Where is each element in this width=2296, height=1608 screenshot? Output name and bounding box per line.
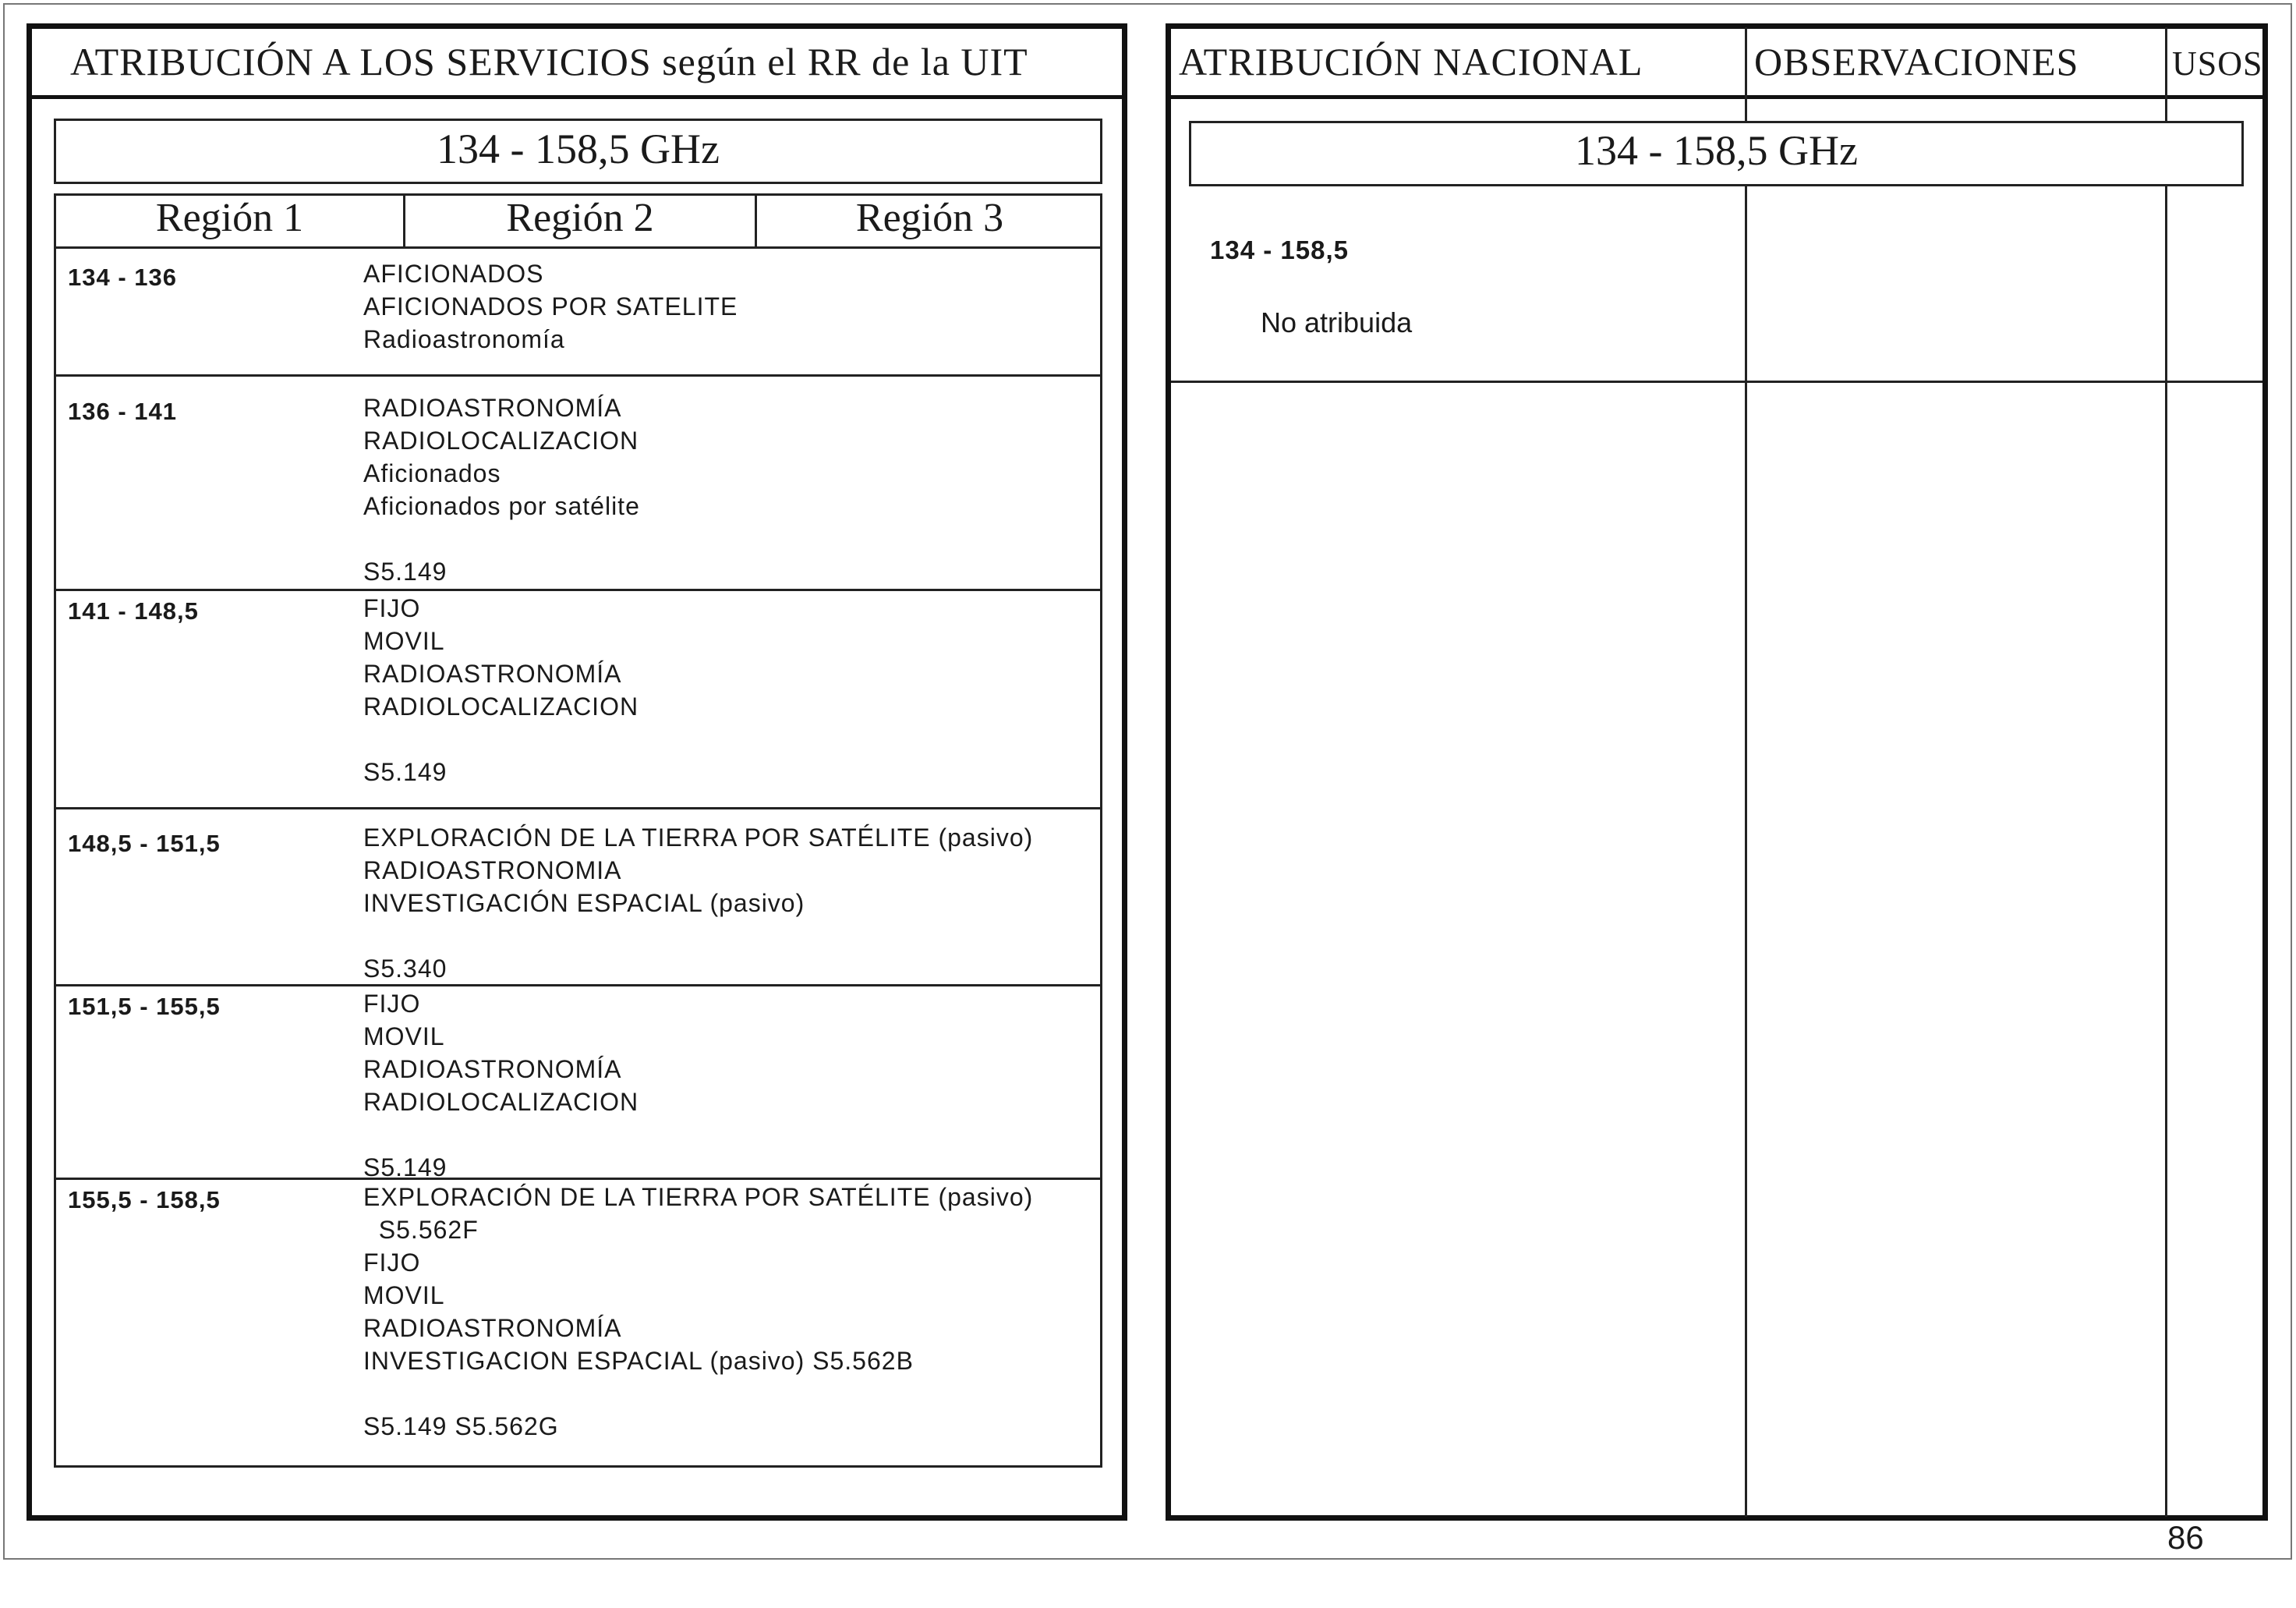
service-line: RADIOASTRONOMÍA xyxy=(363,660,622,688)
service-line: EXPLORACIÓN DE LA TIERRA POR SATÉLITE (pasivo) xyxy=(363,1183,1034,1211)
national-allocation-status: No atribuida xyxy=(1261,306,1413,338)
region-1-label: Región 1 xyxy=(155,196,304,240)
page-number: 86 xyxy=(2167,1519,2204,1556)
service-footnote: S5.149 S5.562G xyxy=(363,1412,559,1440)
service-line xyxy=(363,919,1033,952)
row-divider xyxy=(1171,381,2262,383)
region-header-divider xyxy=(54,246,1102,249)
national-band-range: 134 - 158,5 xyxy=(1210,236,1349,264)
header-divider xyxy=(27,95,1127,99)
service-line: RADIOASTRONOMÍA xyxy=(363,394,622,422)
band-range: 141 - 148,5 xyxy=(68,597,199,625)
service-list xyxy=(363,987,639,1184)
service-line: EXPLORACIÓN DE LA TIERRA POR SATÉLITE (pasivo) xyxy=(363,823,1034,852)
service-footnote: S5.149 xyxy=(363,558,448,586)
band-range: 155,5 - 158,5 xyxy=(68,1186,221,1213)
service-line: MOVIL xyxy=(363,1022,445,1050)
service-line: S5.562F xyxy=(363,1216,479,1244)
service-footnote: S5.149 xyxy=(363,1153,448,1181)
band-range: 136 - 141 xyxy=(68,398,177,425)
service-line: Aficionados xyxy=(363,459,501,487)
service-line xyxy=(363,1377,1033,1410)
service-line: AFICIONADOS xyxy=(363,260,544,288)
service-line: RADIOLOCALIZACION xyxy=(363,1088,639,1116)
row-divider xyxy=(54,589,1102,591)
service-line: Aficionados por satélite xyxy=(363,492,640,520)
band-range: 134 - 136 xyxy=(68,264,177,291)
row-divider xyxy=(54,807,1102,809)
region-2-label: Región 2 xyxy=(506,196,654,240)
band-title: 134 - 158,5 GHz xyxy=(437,126,720,172)
service-line xyxy=(363,1118,639,1151)
service-line: RADIOASTRONOMÍA xyxy=(363,1314,622,1342)
service-line: FIJO xyxy=(363,990,421,1018)
service-list xyxy=(363,391,640,588)
band-title: 134 - 158,5 GHz xyxy=(1575,127,1858,174)
band-range: 148,5 - 151,5 xyxy=(68,830,221,857)
service-list xyxy=(363,257,738,356)
service-line: AFICIONADOS POR SATELITE xyxy=(363,292,738,321)
service-list xyxy=(363,821,1033,985)
service-footnote: S5.149 xyxy=(363,758,448,786)
service-line: Radioastronomía xyxy=(363,325,565,353)
service-line: INVESTIGACION ESPACIAL (pasivo) S5.562B xyxy=(363,1347,914,1375)
service-line xyxy=(363,522,640,555)
header-divider xyxy=(1166,95,2268,99)
service-line: MOVIL xyxy=(363,1281,445,1309)
service-line: INVESTIGACIÓN ESPACIAL (pasivo) xyxy=(363,889,805,917)
service-line: RADIOASTRONOMIA xyxy=(363,856,622,884)
service-line: RADIOLOCALIZACION xyxy=(363,427,639,455)
itu-allocation-header: ATRIBUCIÓN A LOS SERVICIOS según el RR de la UIT xyxy=(70,40,1028,83)
service-line xyxy=(363,723,639,756)
service-footnote: S5.340 xyxy=(363,955,448,983)
column-divider-observations xyxy=(1745,27,1747,1517)
service-line: FIJO xyxy=(363,594,421,622)
service-line: RADIOLOCALIZACION xyxy=(363,692,639,721)
service-line: FIJO xyxy=(363,1249,421,1277)
service-line: MOVIL xyxy=(363,627,445,655)
service-list xyxy=(363,1181,1033,1443)
band-range: 151,5 - 155,5 xyxy=(68,993,221,1020)
service-list xyxy=(363,592,639,788)
observations-header: OBSERVACIONES xyxy=(1754,40,2079,83)
service-line: RADIOASTRONOMÍA xyxy=(363,1055,622,1083)
region-3-label: Región 3 xyxy=(855,196,1004,240)
uses-header: USOS xyxy=(2172,44,2263,83)
national-allocation-header: ATRIBUCIÓN NACIONAL xyxy=(1179,40,1643,83)
row-divider xyxy=(54,374,1102,377)
column-divider-uses xyxy=(2165,27,2167,1517)
